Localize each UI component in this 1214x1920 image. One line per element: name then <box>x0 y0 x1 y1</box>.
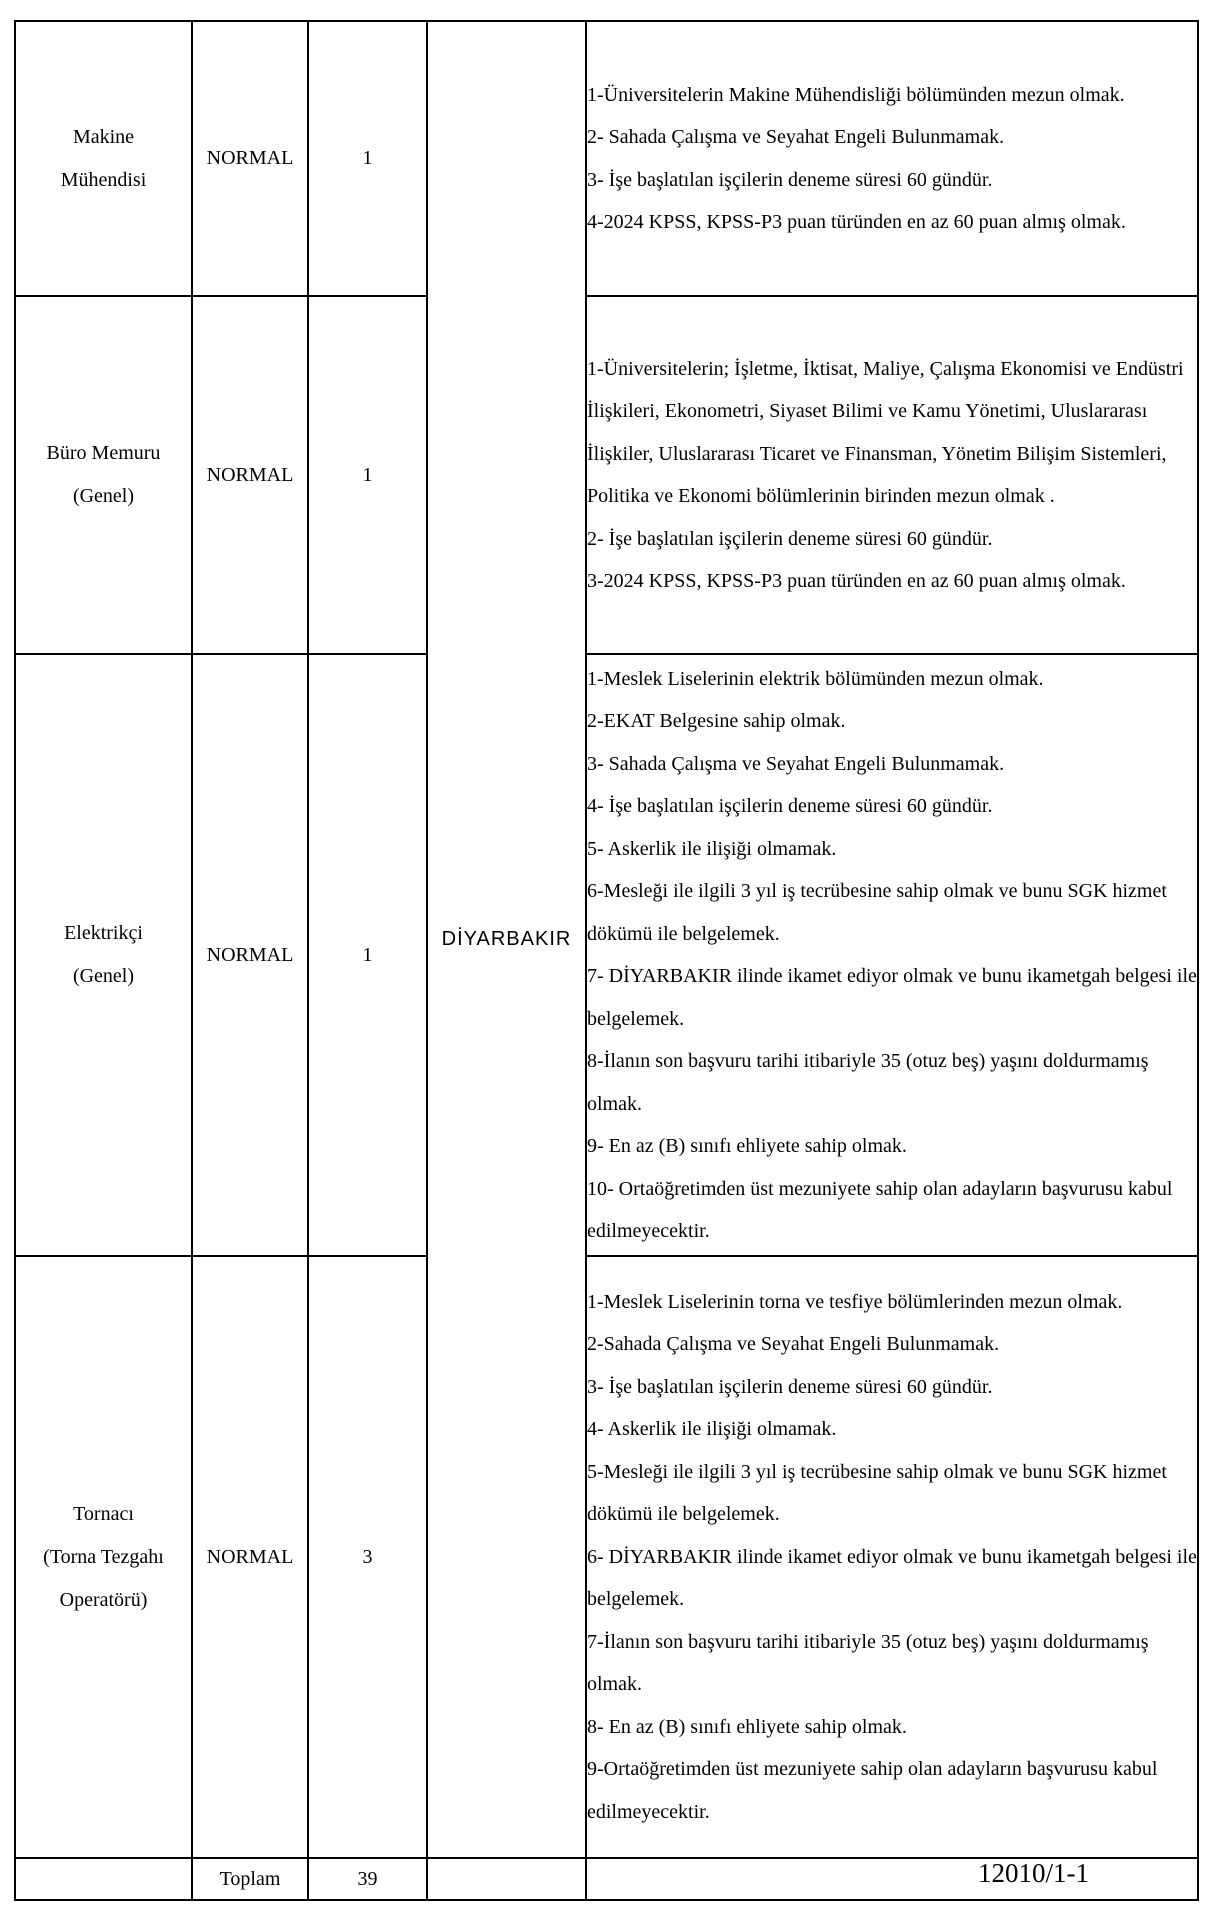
requirement-item: 2-EKAT Belgesine sahip olmak. <box>587 710 846 732</box>
requirement-item: 7-İlanın son başvuru tarihi itibariyle 35 (otuz beş) yaşını doldurmamış olmak. <box>587 1630 1149 1696</box>
table-row <box>15 654 1198 1256</box>
position-count-cell: 1 <box>308 654 427 1256</box>
requirements-cell <box>586 296 1198 654</box>
requirement-item: 3- İşe başlatılan işçilerin deneme süresi 60 gündür. <box>587 168 993 191</box>
requirement-item: 3-2024 KPSS, KPSS-P3 puan türünden en az 60 puan almış olmak. <box>587 570 1126 592</box>
position-title-cell <box>15 296 192 654</box>
position-title-line: Operatörü) <box>59 1588 148 1611</box>
empty-cell <box>15 1858 192 1900</box>
requirement-item: 5- Askerlik ile ilişiği olmamak. <box>587 837 837 860</box>
position-title-line: Elektrikçi <box>64 922 143 944</box>
requirement-item: 7- DİYARBAKIR ilinde ikamet ediyor olmak ve bunu ikametgah belgesi ile belgelemek. <box>587 965 1197 1030</box>
requirement-item: 8- En az (B) sınıfı ehliyete sahip olmak. <box>587 1715 907 1738</box>
position-title-cell <box>15 21 192 296</box>
requirement-item: 6- DİYARBAKIR ilinde ikamet ediyor olmak ve bunu ikametgah belgesi ile belgelemek. <box>587 1545 1197 1611</box>
position-count-cell: 3 <box>308 1256 427 1858</box>
position-title-line: (Genel) <box>72 485 135 507</box>
requirements-cell <box>586 654 1198 1256</box>
requirement-item: 1-Meslek Liselerinin torna ve tesfiye bölümlerinden mezun olmak. <box>587 1290 1123 1313</box>
requirement-item: 9-Ortaöğretimden üst mezuniyete sahip olan adayların başvurusu kabul edilmeyecektir. <box>587 1758 1158 1823</box>
requirement-item: 6-Mesleği ile ilgili 3 yıl iş tecrübesine sahip olmak ve bunu SGK hizmet dökümü ile belgelemek. <box>587 880 1167 945</box>
position-title-line: Makine <box>72 125 135 148</box>
position-count-cell: 1 <box>308 296 427 654</box>
requirements-cell <box>586 1256 1198 1858</box>
requirement-item: 10- Ortaöğretimden üst mezuniyete sahip olan adayların başvurusu kabul edilmeyecektir. <box>587 1177 1173 1242</box>
position-title-cell <box>15 654 192 1256</box>
requirement-item: 2-Sahada Çalışma ve Seyahat Engeli Bulunmamak. <box>587 1333 1000 1356</box>
requirement-item: 5-Mesleği ile ilgili 3 yıl iş tecrübesine sahip olmak ve bunu SGK hizmet dökümü ile belgelemek. <box>587 1460 1167 1526</box>
table-row <box>15 296 1198 654</box>
total-value: 39 <box>308 1858 427 1900</box>
employment-type-cell: NORMAL <box>192 296 308 654</box>
requirements-cell <box>586 21 1198 296</box>
city-cell: DİYARBAKIR <box>427 21 586 1858</box>
requirement-item: 3- Sahada Çalışma ve Seyahat Engeli Bulunmamak. <box>587 752 1005 775</box>
total-label: Toplam <box>192 1858 308 1900</box>
empty-cell <box>586 1858 1198 1900</box>
requirement-item: 1-Meslek Liselerinin elektrik bölümünden mezun olmak. <box>587 667 1044 690</box>
job-listing-table <box>14 20 1199 1901</box>
document-code: 12010/1-1 <box>978 1858 1089 1888</box>
table-row <box>15 21 1198 296</box>
requirement-item: 8-İlanın son başvuru tarihi itibariyle 35 (otuz beş) yaşını doldurmamış olmak. <box>587 1050 1149 1115</box>
position-title-line: Tornacı <box>73 1502 134 1525</box>
position-title-cell <box>15 1256 192 1858</box>
position-count-cell: 1 <box>308 21 427 296</box>
requirement-item: 4-2024 KPSS, KPSS-P3 puan türünden en az 60 puan almış olmak. <box>587 211 1126 233</box>
employment-type-cell: NORMAL <box>192 21 308 296</box>
requirement-item: 1-Üniversitelerin Makine Mühendisliği bölümünden mezun olmak. <box>587 83 1125 106</box>
requirement-item: 1-Üniversitelerin; İşletme, İktisat, Maliye, Çalışma Ekonomisi ve Endüstri İlişkileri, Ekonometri, Siyaset Bilimi ve Kamu Yönetimi, Uluslararası İlişkiler, Uluslararası Ticaret ve Finansman, Yönetim Bilişim Sistemleri, Politika ve Ekonomi bölümlerinin birinden mezun olmak . <box>587 357 1184 507</box>
requirement-item: 3- İşe başlatılan işçilerin deneme süresi 60 gündür. <box>587 1375 993 1398</box>
requirement-item: 4- İşe başlatılan işçilerin deneme süresi 60 gündür. <box>587 795 993 817</box>
position-title-line: (Torna Tezgahı <box>43 1545 164 1568</box>
table-row <box>15 1256 1198 1858</box>
requirement-item: 9- En az (B) sınıfı ehliyete sahip olmak. <box>587 1135 907 1157</box>
employment-type-cell: NORMAL <box>192 1256 308 1858</box>
requirement-item: 2- Sahada Çalışma ve Seyahat Engeli Bulunmamak. <box>587 126 1005 148</box>
requirement-item: 4- Askerlik ile ilişiği olmamak. <box>587 1418 837 1441</box>
position-title-line: Büro Memuru <box>46 442 161 464</box>
position-title-line: (Genel) <box>72 965 135 987</box>
employment-type-cell: NORMAL <box>192 654 308 1256</box>
position-title-line: Mühendisi <box>60 168 147 191</box>
empty-cell <box>427 1858 586 1900</box>
requirement-item: 2- İşe başlatılan işçilerin deneme süresi 60 gündür. <box>587 527 993 550</box>
